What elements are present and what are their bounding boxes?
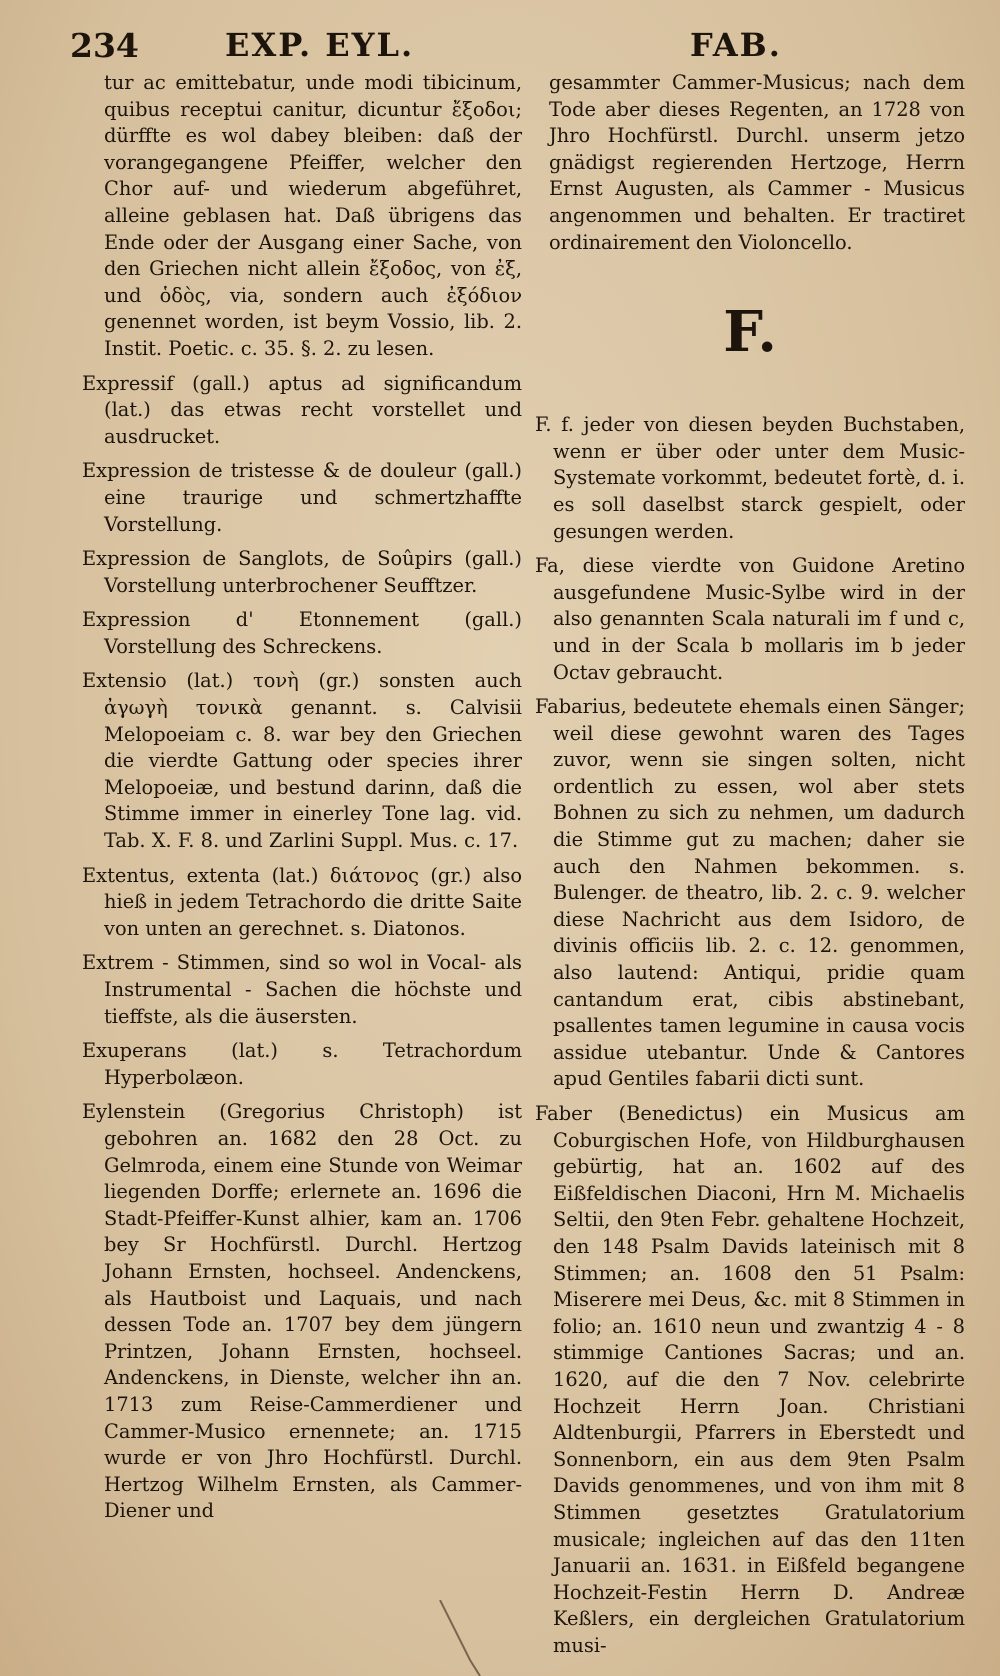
entry-eylenstein-continuation: gesammter Cammer-Musicus; nach dem Tode aber dieses Regenten, an 1728 von Jhro Hochfürstl. Durchl. unserm jetzo gnädigst regierenden Hertzoge, Herrn Ernst Augusten, als Cammer - Musicus angenommen und behalten. Er tractiret ordinairement den Violoncello.	[549, 71, 965, 254]
entry-faber: Faber (Benedictus) ein Musicus am Coburgischen Hofe, von Hildburghausen gebürtig, hat an. 1602 auf des Eißfeldischen Diaconi, Hrn M. Michaelis Seltii, den 9ten Febr. gehaltene Hochzeit, den 148 Psalm Davids lateinisch mit 8 Stimmen; an. 1608 den 51 Psalm: Miserere mei Deus, &c. mit 8 Stimmen in folio; an. 1610 neun und zwantzig 4 - 8 stimmige Cantiones Sacras; und an. 1620, auf die den 7 Nov. celebrirte Hochzeit Herrn Joan. Christiani Aldtenburgii, Pfarrers in Eberstedt und Sonnenborn, ein aus dem 9ten Psalm Davids genommenes, und von ihm mit 8 Stimmen gesetztes Gratulatorium musicale; ingleichen auf das den 11ten Januarii an. 1631. in Eißfeld begangene Hochzeit-Festin Herrn D. Andreæ Keßlers, ein dergleichen Gratulatorium musi-	[535, 1102, 965, 1657]
right-column	[535, 70, 965, 1667]
paper-crease-mark	[430, 1600, 490, 1676]
entry-fabarius: Fabarius, bedeutete ehemals einen Sänger; weil diese gewohnt waren des Tages zuvor, wenn sie singen solten, nicht ordentlich zu essen, wol aber stets Bohnen zu sich zu nehmen, um dadurch die Stimme gut zu machen; daher sie auch den Nahmen bekommen. s. Bulenger. de theatro, lib. 2. c. 9. welcher diese Nachricht aus dem Isidoro, de divinis officiis lib. 2. c. 12. genommen, also lautend: Antiqui, pridie quam cantandum erat, cibis abstinebant, psallentes tamen legumine in causa vocis assidue utebantur. Unde & Cantores apud Gentiles fabarii dicti sunt.	[535, 695, 965, 1091]
section-letter: F.	[723, 299, 777, 366]
page-number: 234	[70, 26, 139, 65]
entry-extensio: Extensio (lat.) τονὴ (gr.) sonsten auch ἀγωγὴ τονικὰ genannt. s. Calvisii Melopoeiam c. 8. war bey den Griechen die vierdte Gattung oder species ihrer Melopoeiæ, und bestund darinn, daß die Stimme immer in einerley Tone lag. vid. Tab. X. F. 8. und Zarlini Suppl. Mus. c. 17.	[82, 669, 522, 853]
running-head-right: FAB.	[690, 26, 782, 64]
entry-eylenstein: Eylenstein (Gregorius Christoph) ist gebohren an. 1682 den 28 Oct. zu Gelmroda, einem eine Stunde von Weimar liegenden Dorffe; erlernete an. 1696 die Stadt-Pfeiffer-Kunst alhier, kam an. 1706 bey Sr Hochfürstl. Durchl. Hertzog Johann Ernsten, hochseel. Andenckens, als Hautboist und Laquais, und nach dessen Tode an. 1707 bey dem jüngern Printzen, Johann Ernsten, hochseel. Andenckens, in Dienste, welcher ihn an. 1713 zum Reise-Cammerdiener und Cammer-Musico ernennete; an. 1715 wurde er von Jhro Hochfürstl. Durchl. Hertzog Wilhelm Ernsten, als Cammer-Diener und	[82, 1100, 522, 1523]
entry-exodos-continuation: tur ac emittebatur, unde modi tibicinum, quibus receptui canitur, dicuntur ἔξοδοι; dürffte es wol dabey bleiben: daß der vorangegangene Pfeiffer, welcher den Chor auf- und wiederum abgeführet, alleine geblasen hat. Daß übrigens das Ende oder der Ausgang einer Sache, von den Griechen nicht allein ἔξοδος, von ἐξ, und ὁδὸς, via, sondern auch ἐξόδιον genennet worden, ist beym Vossio, lib. 2. Instit. Poetic. c. 35. §. 2. zu lesen.	[104, 71, 522, 360]
page-header	[0, 18, 1000, 78]
left-column	[82, 70, 522, 1533]
entry-fa: Fa, diese vierdte von Guidone Aretino ausgefundene Music-Sylbe wird in der also genannten Scala naturali im f und c, und in der Scala b mollaris im b jeder Octav gebraucht.	[535, 554, 965, 684]
running-head-left: EXP. EYL.	[225, 26, 415, 64]
entry-extentus: Extentus, extenta (lat.) διάτονος (gr.) also hieß in jedem Tetrachordo die dritte Saite von unten an gerechnet. s. Diatonos.	[82, 863, 522, 940]
entry-exuperans: Exuperans (lat.) s. Tetrachordum Hyperbolæon.	[82, 1039, 522, 1089]
entry-expression-sanglots: Expression de Sanglots, de Soûpirs (gall.) Vorstellung unterbrochener Seufftzer.	[82, 547, 522, 597]
entry-extrem-stimmen: Extrem - Stimmen, sind so wol in Vocal- als Instrumental - Sachen die höchste und tieffste, als die äusersten.	[82, 951, 522, 1028]
entry-expressif: Expressif (gall.) aptus ad significandum (lat.) das etwas recht vorstellet und ausdrucket.	[82, 371, 522, 448]
entry-f: F. f. jeder von diesen beyden Buchstaben, wenn er über oder unter dem Music-Systemate vorkommt, bedeutet fortè, d. i. es soll daselbst starck gespielt, oder gesungen werden.	[535, 413, 965, 543]
entry-expression-etonnement: Expression d' Etonnement (gall.) Vorstellung des Schreckens.	[82, 608, 522, 658]
entry-expression-tristesse: Expression de tristesse & de douleur (gall.) eine traurige und schmertzhaffte Vorstellung.	[82, 459, 522, 536]
